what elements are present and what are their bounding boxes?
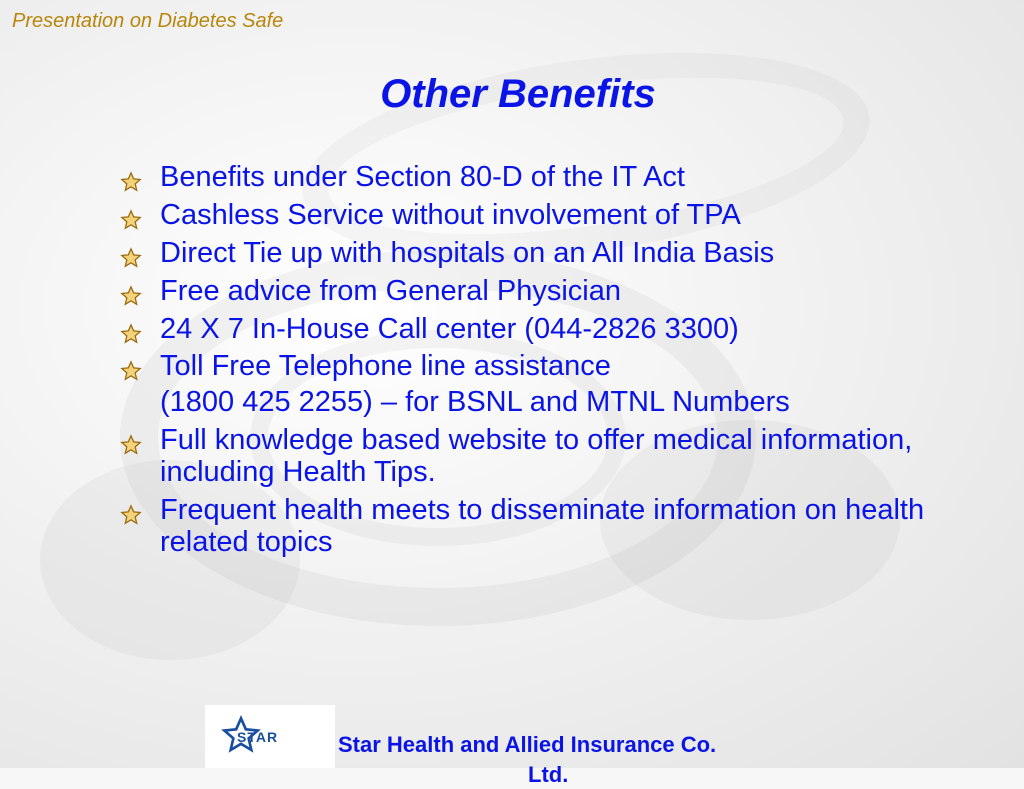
bullet-text: (1800 425 2255) – for BSNL and MTNL Numbers <box>160 386 790 419</box>
bullet-text: Direct Tie up with hospitals on an All India Basis <box>160 236 775 269</box>
footer-line: Ltd. <box>528 761 569 787</box>
star-bullet-icon <box>120 360 142 382</box>
footer-company-name <box>338 730 808 789</box>
bullet-text: Toll Free Telephone line assistance <box>160 350 611 383</box>
bullet-item <box>120 276 980 308</box>
star-bullet-icon <box>120 434 142 456</box>
bullet-text: Frequent health meets to disseminate information on health related topics <box>160 494 925 558</box>
bullet-text: Benefits under Section 80-D of the IT Act <box>160 161 685 193</box>
bullet-item <box>120 351 980 383</box>
bullet-item <box>120 495 980 559</box>
star-bullet-icon <box>120 171 142 193</box>
bullet-item <box>120 162 980 194</box>
logo-text: STAR <box>237 729 279 745</box>
star-bullet-icon <box>120 247 142 269</box>
star-bullet-icon <box>120 209 142 231</box>
bullet-list <box>120 162 980 565</box>
bullet-text: Free advice from General Physician <box>160 274 621 307</box>
star-bullet-icon <box>120 323 142 345</box>
star-bullet-icon <box>120 285 142 307</box>
bullet-continuation <box>120 387 980 419</box>
slide-header: Presentation on Diabetes Safe <box>12 10 284 32</box>
star-bullet-icon <box>120 504 142 526</box>
bullet-text: 24 X 7 In-House Call center (044-2826 3300) <box>160 312 739 345</box>
bullet-item <box>120 314 980 346</box>
company-logo <box>205 705 335 768</box>
bullet-item <box>120 425 980 489</box>
bullet-text: Full knowledge based website to offer medical information, including Health Tips. <box>160 424 913 489</box>
bullet-text: Cashless Service without involvement of TPA <box>160 198 741 231</box>
footer-line: Star Health and Allied Insurance Co. <box>338 732 717 757</box>
slide-title: Other Benefits <box>380 72 656 116</box>
bullet-item <box>120 200 980 232</box>
bullet-item <box>120 238 980 270</box>
